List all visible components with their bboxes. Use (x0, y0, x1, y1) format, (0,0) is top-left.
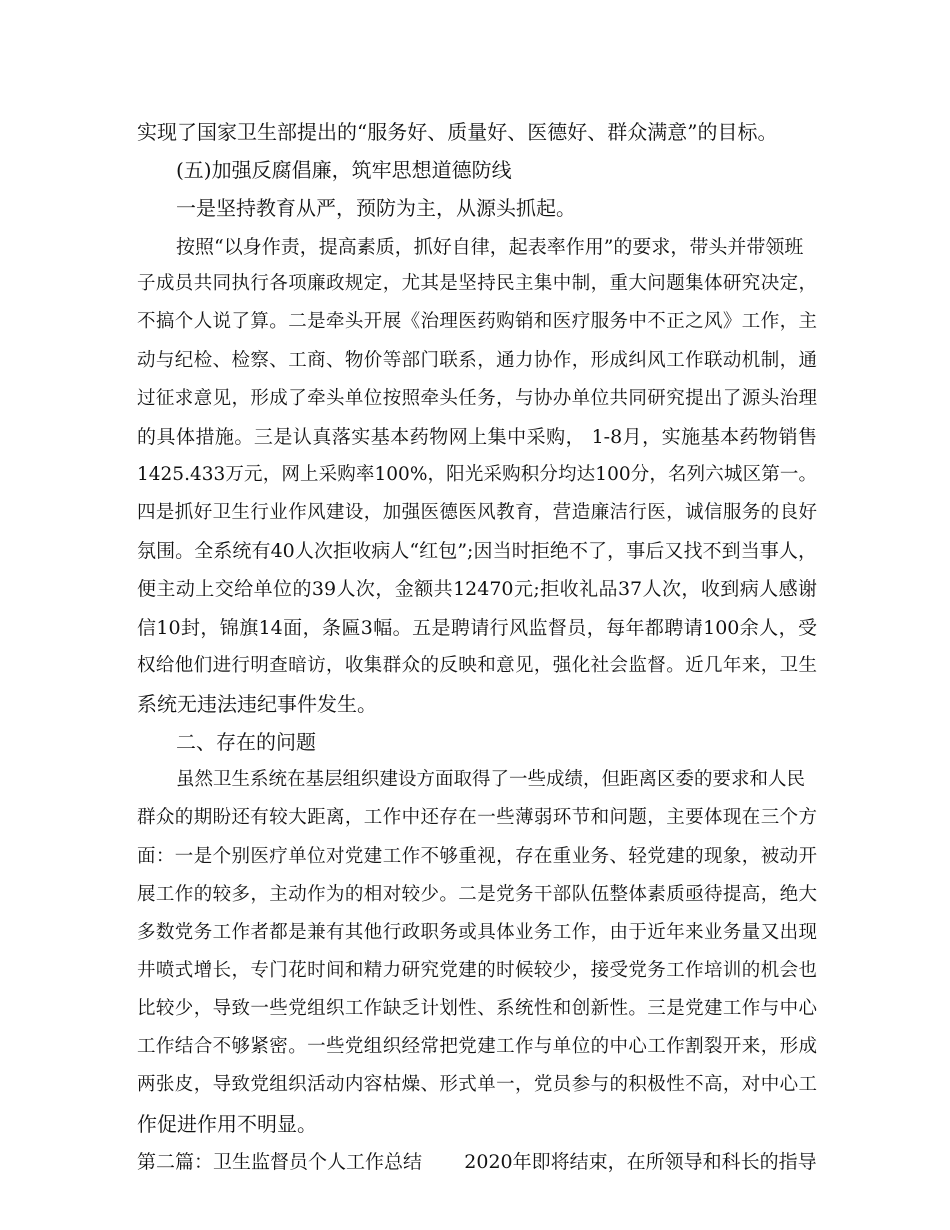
text-line: 氛围。全系统有40人次拒收病人“红包”;因当时拒绝不了，事后又找不到当事人， (137, 540, 817, 562)
text-line: 比较少，导致一些党组织工作缺乏计划性、系统性和创新性。三是党建工作与中心 (137, 998, 817, 1019)
text-line: 一是坚持教育从严，预防为主，从源头抓起。 (176, 196, 576, 220)
text-line: 动与纪检、检察、工商、物价等部门联系，通力协作，形成纠风工作联动机制，通 (137, 350, 817, 371)
text-line: 群众的期盼还有较大距离，工作中还存在一些薄弱环节和问题，主要体现在三个方 (137, 807, 817, 828)
text-line: 1425.433万元，网上采购率100%，阳光采购积分均达100分，名列六城区第一。 (137, 464, 817, 485)
text-line: 不搞个人说了算。二是牵头开展《治理医药购销和医疗服务中不正之风》工作，主 (137, 311, 817, 332)
text-line: 井喷式增长，专门花时间和精力研究党建的时候较少，接受党务工作培训的机会也 (137, 960, 817, 981)
text-line: 工作结合不够紧密。一些党组织经常把党建工作与单位的中心工作割裂开来，形成 (137, 1036, 817, 1057)
text-line: 面：一是个别医疗单位对党建工作不够重视，存在重业务、轻党建的现象，被动开 (137, 846, 817, 867)
text-line: 信10封，锦旗14面，条匾3幅。五是聘请行风监督员，每年都聘请100余人，受 (137, 617, 817, 639)
text-line: 系统无违法违纪事件发生。 (137, 692, 377, 716)
text-line: 便主动上交给单位的39人次，金额共12470元;拒收礼品37人次，收到病人感谢 (137, 578, 817, 600)
text-line: 按照“以身作责，提高素质，抓好自律，起表率作用”的要求，带头并带领班 (176, 236, 804, 258)
text-line: 实现了国家卫生部提出的“服务好、质量好、医德好、群众满意”的目标。 (137, 120, 778, 144)
text-line: 子成员共同执行各项廉政规定，尤其是坚持民主集中制，重大问题集体研究决定， (137, 273, 817, 294)
text-line: 展工作的较多，主动作为的相对较少。二是党务干部队伍整体素质亟待提高，绝大 (137, 884, 817, 905)
text-line: 作促进作用不明显。 (137, 1112, 317, 1136)
section-heading: 二、存在的问题 (176, 730, 316, 754)
text-line: 多数党务工作者都是兼有其他行政职务或具体业务工作，由于近年来业务量又出现 (137, 922, 817, 943)
text-line: 两张皮，导致党组织活动内容枯燥、形式单一，党员参与的积极性不高，对中心工 (137, 1074, 817, 1095)
section-heading: (五)加强反腐倡廉，筑牢思想道德防线 (176, 158, 512, 182)
text-line: 权给他们进行明查暗访，收集群众的反映和意见，强化社会监督。近几年来，卫生 (137, 655, 817, 676)
text-line: 过征求意见，形成了牵头单位按照牵头任务，与协办单位共同研究提出了源头治理 (137, 388, 817, 409)
text-line: 四是抓好卫生行业作风建设，加强医德医风教育，营造廉洁行医，诚信服务的良好 (137, 502, 817, 523)
chapter-heading-line: 第二篇：卫生监督员个人工作总结 2020年即将结束，在所领导和科长的指导 (137, 1151, 817, 1173)
text-line: 虽然卫生系统在基层组织建设方面取得了一些成绩，但距离区委的要求和人民 (176, 769, 806, 790)
text-line: 的具体措施。三是认真落实基本药物网上集中采购， 1-8月，实施基本药物销售 (137, 426, 817, 448)
